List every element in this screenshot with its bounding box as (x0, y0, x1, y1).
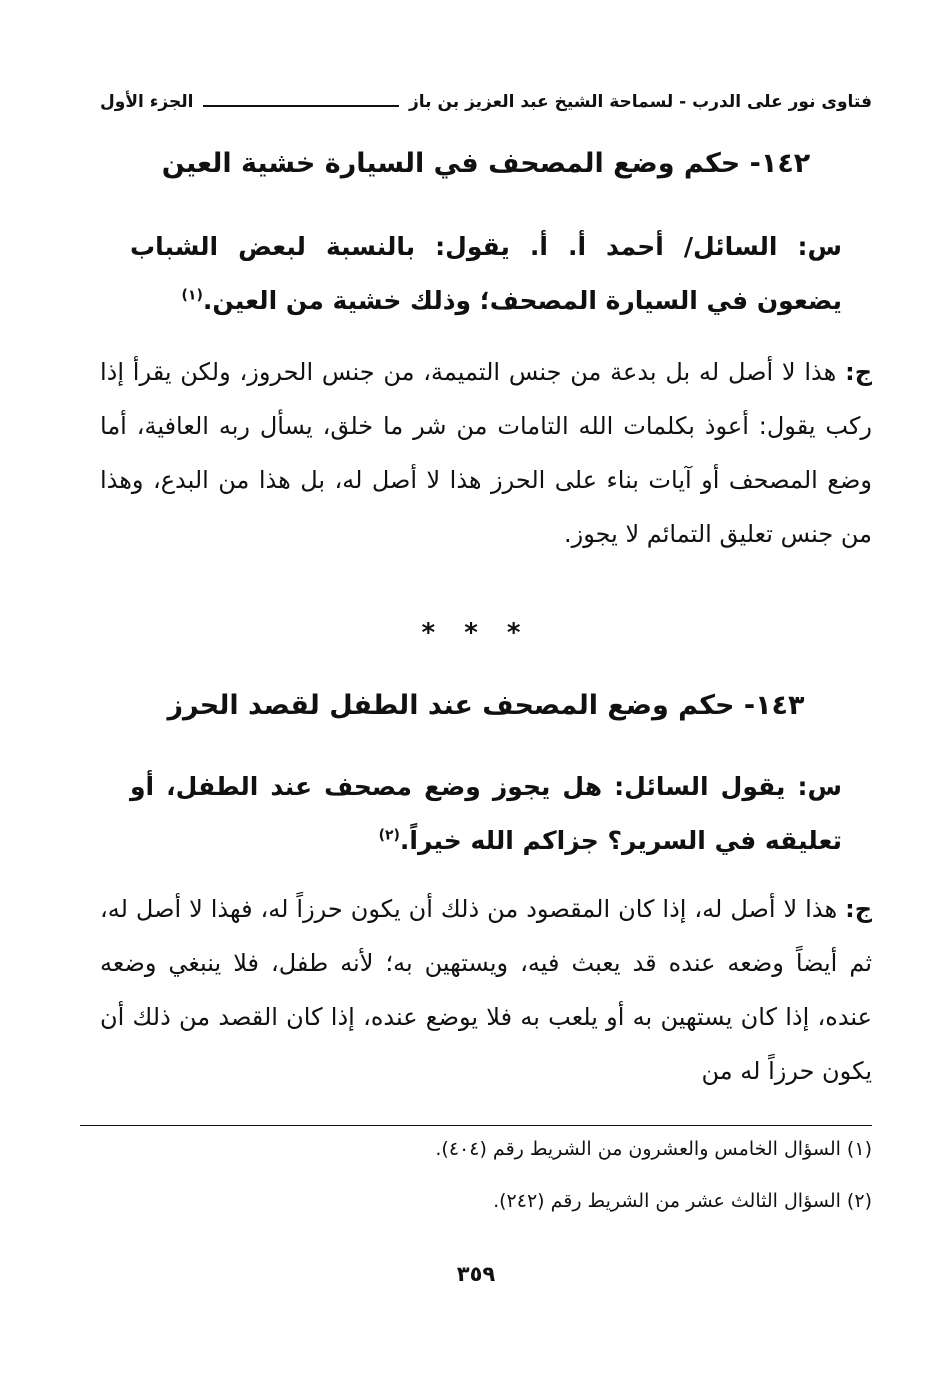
answer-label: ج: (845, 895, 872, 923)
footnote-ref-1: (١) (181, 287, 203, 304)
header-volume: الجزء الأول (100, 92, 194, 112)
section-heading-143: ١٤٣- حكم وضع المصحف عند الطفل لقصد الحرز (167, 690, 805, 721)
footnote-2: (٢) السؤال الثالث عشر من الشريط رقم (٢٤٢). (493, 1190, 872, 1212)
footnote-1: (١) السؤال الخامس والعشرون من الشريط رقم (٤٠٤). (435, 1138, 872, 1160)
header-title: فتاوى نور على الدرب - لسماحة الشيخ عبد العزيز بن باز (409, 92, 872, 112)
answer-142 (100, 345, 872, 561)
section-separator: * * * (421, 618, 531, 648)
answer-143 (100, 882, 872, 1098)
question-text: يقول السائل: هل يجوز وضع مصحف عند الطفل، أو تعليقه في السرير؟ جزاكم الله خيراً. (130, 772, 842, 855)
answer-text: هذا لا أصل له بل بدعة من جنس التميمة، من جنس الحروز، ولكن يقرأ إذا ركب يقول: أعوذ بكلمات الله التامات من شر ما خلق، يسأل ربه العافية، أما وضع المصحف أو آيات بناء على الحرز هذا لا أصل له، بل هذا من البدع، وهذا من جنس تعليق التمائم لا يجوز. (100, 358, 872, 548)
section-heading-142: ١٤٢- حكم وضع المصحف في السيارة خشية العين (161, 148, 811, 179)
header-rule (203, 105, 399, 107)
question-143 (130, 760, 842, 868)
footnote-ref-2: (٢) (378, 827, 400, 844)
question-label: س: (797, 772, 842, 801)
question-text: السائل/ أحمد أ. أ. يقول: بالنسبة لبعض الشباب يضعون في السيارة المصحف؛ وذلك خشية من العين. (130, 232, 842, 315)
question-label: س: (797, 232, 842, 261)
running-header (100, 88, 872, 116)
footnote-rule (80, 1125, 872, 1126)
answer-label: ج: (845, 358, 872, 386)
question-142 (130, 220, 842, 328)
page-number: ٣٥٩ (456, 1262, 496, 1286)
answer-text: هذا لا أصل له، إذا كان المقصود من ذلك أن يكون حرزاً له، فهذا لا أصل له، ثم أيضاً وضعه عنده قد يعبث فيه، ويستهين به؛ لأنه طفل، فلا ينبغي وضعه عنده، إذا كان يستهين به أو يلعب به فلا يوضع عنده، إذا كان القصد من ذلك أن يكون حرزاً له من (100, 895, 872, 1085)
